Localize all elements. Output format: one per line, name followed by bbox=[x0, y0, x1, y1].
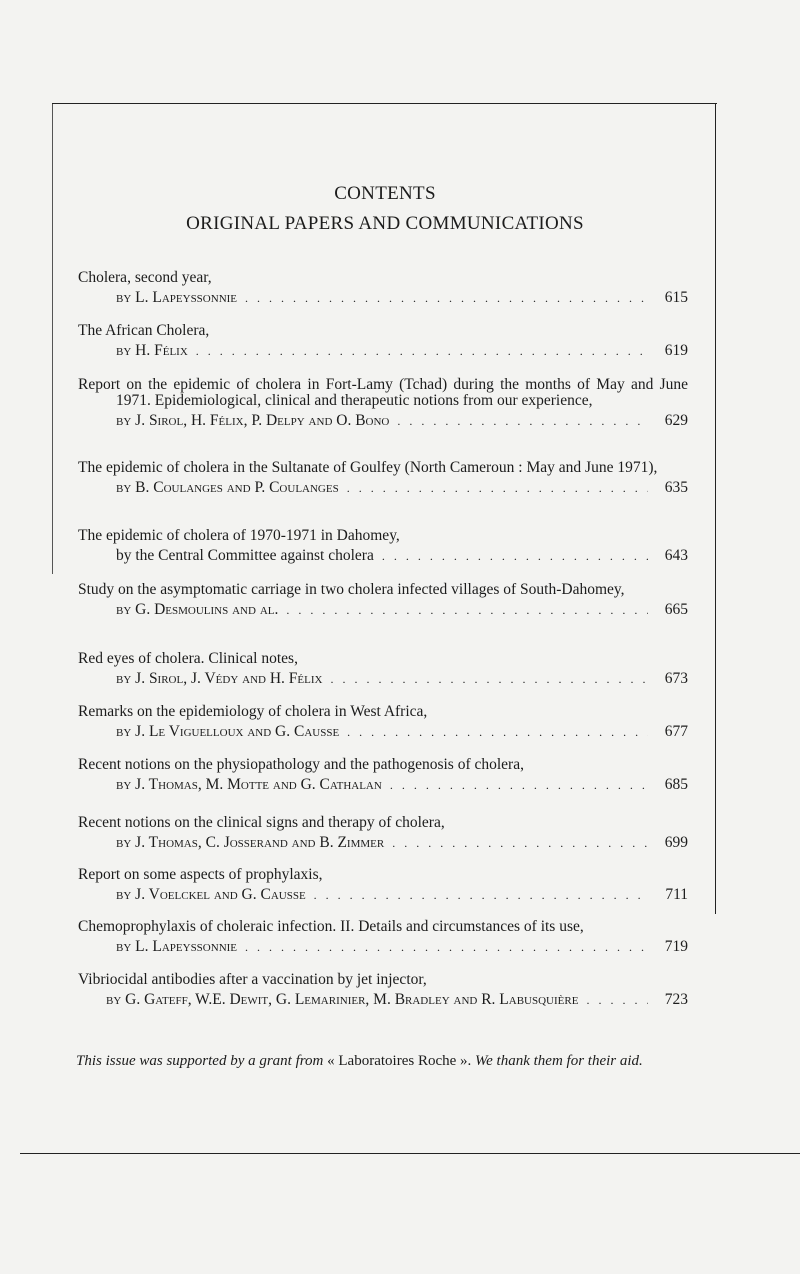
leader-dots bbox=[397, 413, 648, 429]
leader-dots bbox=[314, 887, 648, 903]
entry-byline bbox=[78, 548, 688, 564]
leader-dots bbox=[245, 939, 648, 955]
toc-entry[interactable] bbox=[78, 270, 688, 306]
entry-authors: by J. Sirol, J. Védy and H. Félix bbox=[116, 670, 323, 687]
entry-page: 643 bbox=[664, 547, 688, 564]
entry-title: Recent notions on the clinical signs and therapy of cholera, bbox=[78, 814, 445, 831]
entry-authors: by L. Lapeyssonnie bbox=[116, 289, 238, 306]
leader-dots bbox=[245, 290, 648, 306]
entry-page: 711 bbox=[665, 886, 688, 903]
entry-byline bbox=[78, 602, 688, 618]
entry-page: 677 bbox=[664, 723, 688, 740]
entry-byline bbox=[78, 413, 688, 429]
section-heading: ORIGINAL PAPERS AND COMMUNICATIONS bbox=[186, 213, 584, 234]
entry-page: 719 bbox=[664, 938, 688, 955]
entry-title: Vibriocidal antibodies after a vaccination by jet injector, bbox=[78, 971, 427, 988]
entry-title: Chemoprophylaxis of choleraic infection. II. Details and circumstances of its use, bbox=[78, 918, 584, 935]
entry-authors: by G. Desmoulins and al. bbox=[116, 601, 279, 618]
entry-page: 619 bbox=[664, 342, 688, 359]
entry-page: 615 bbox=[664, 289, 688, 306]
entry-title: Remarks on the epidemiology of cholera in West Africa, bbox=[78, 703, 428, 720]
toc-entry[interactable] bbox=[78, 651, 688, 687]
entry-title: The African Cholera, bbox=[78, 322, 210, 339]
entry-authors: by J. Voelckel and G. Causse bbox=[116, 886, 306, 903]
frame-left-rule bbox=[52, 104, 53, 574]
toc-entry[interactable] bbox=[78, 972, 688, 1008]
toc-entry[interactable] bbox=[78, 815, 688, 851]
entry-page: 723 bbox=[664, 991, 688, 1008]
toc-entry[interactable] bbox=[78, 323, 688, 359]
leader-dots bbox=[392, 835, 648, 851]
toc-entry[interactable] bbox=[78, 377, 688, 429]
leader-dots bbox=[382, 548, 648, 564]
entry-authors: by H. Félix bbox=[116, 342, 188, 359]
toc-entry[interactable] bbox=[78, 757, 688, 793]
entry-byline bbox=[78, 671, 688, 687]
entry-page: 673 bbox=[664, 670, 688, 687]
leader-dots bbox=[347, 480, 648, 496]
entry-byline bbox=[78, 480, 688, 496]
entry-byline bbox=[78, 724, 688, 740]
toc-entry[interactable] bbox=[78, 582, 688, 618]
entry-byline bbox=[78, 835, 688, 851]
note-tail: We thank them for their aid. bbox=[475, 1053, 643, 1069]
entry-title: Report on some aspects of prophylaxis, bbox=[78, 866, 323, 883]
leader-dots bbox=[586, 992, 648, 1008]
entry-page: 635 bbox=[664, 479, 688, 496]
entry-authors: by G. Gateff, W.E. Dewit, G. Lemarinier, M. Bradley and R. Labusquière bbox=[106, 991, 579, 1008]
entry-title: The epidemic of cholera in the Sultanate of Goulfey (North Cameroun : May and June 1971), bbox=[78, 459, 658, 476]
toc-entry[interactable] bbox=[78, 919, 688, 955]
entry-authors: by J. Thomas, M. Motte and G. Cathalan bbox=[116, 776, 382, 793]
toc-entry[interactable] bbox=[78, 528, 688, 564]
toc-entry[interactable] bbox=[78, 460, 688, 496]
toc-entry[interactable] bbox=[78, 704, 688, 740]
toc-entry[interactable] bbox=[78, 867, 688, 903]
frame-top-rule bbox=[52, 103, 717, 104]
entry-byline bbox=[78, 887, 688, 903]
leader-dots bbox=[347, 724, 648, 740]
leader-dots bbox=[196, 343, 648, 359]
entry-page: 665 bbox=[664, 601, 688, 618]
entry-authors: by L. Lapeyssonnie bbox=[116, 938, 238, 955]
entry-authors: by B. Coulanges and P. Coulanges bbox=[116, 479, 339, 496]
entry-page: 629 bbox=[664, 412, 688, 429]
note-sponsor: « Laboratoires Roche ». bbox=[327, 1053, 472, 1069]
leader-dots bbox=[390, 777, 648, 793]
acknowledgement-note bbox=[76, 1053, 686, 1070]
frame-bottom-rule bbox=[20, 1153, 800, 1154]
entry-byline bbox=[78, 992, 688, 1008]
entry-byline bbox=[78, 343, 688, 359]
leader-dots bbox=[286, 602, 648, 618]
entry-authors: by J. Le Viguelloux and G. Causse bbox=[116, 723, 340, 740]
entry-byline bbox=[78, 290, 688, 306]
note-lead: This issue was supported by a grant from bbox=[76, 1053, 324, 1069]
entry-title: Report on the epidemic of cholera in Fort-Lamy (Tchad) during the months of May and June 1971. Epidemiological, clinical and therapeutic notions from our experience, bbox=[78, 376, 688, 409]
entry-byline bbox=[78, 939, 688, 955]
entry-authors: by J. Sirol, H. Félix, P. Delpy and O. Bono bbox=[116, 412, 390, 429]
leader-dots bbox=[330, 671, 648, 687]
entry-page: 699 bbox=[664, 834, 688, 851]
entry-byline bbox=[78, 777, 688, 793]
entry-title: Recent notions on the physiopathology and the pathogenosis of cholera, bbox=[78, 756, 524, 773]
contents-heading: CONTENTS bbox=[334, 183, 436, 204]
entry-title: Cholera, second year, bbox=[78, 269, 212, 286]
entry-title: Red eyes of cholera. Clinical notes, bbox=[78, 650, 298, 667]
entry-title: The epidemic of cholera of 1970-1971 in Dahomey, bbox=[78, 527, 400, 544]
entry-authors: by the Central Committee against cholera bbox=[116, 547, 374, 564]
entry-page: 685 bbox=[664, 776, 688, 793]
entry-title: Study on the asymptomatic carriage in two cholera infected villages of South-Dahomey, bbox=[78, 581, 625, 598]
entry-authors: by J. Thomas, C. Josserand and B. Zimmer bbox=[116, 834, 385, 851]
